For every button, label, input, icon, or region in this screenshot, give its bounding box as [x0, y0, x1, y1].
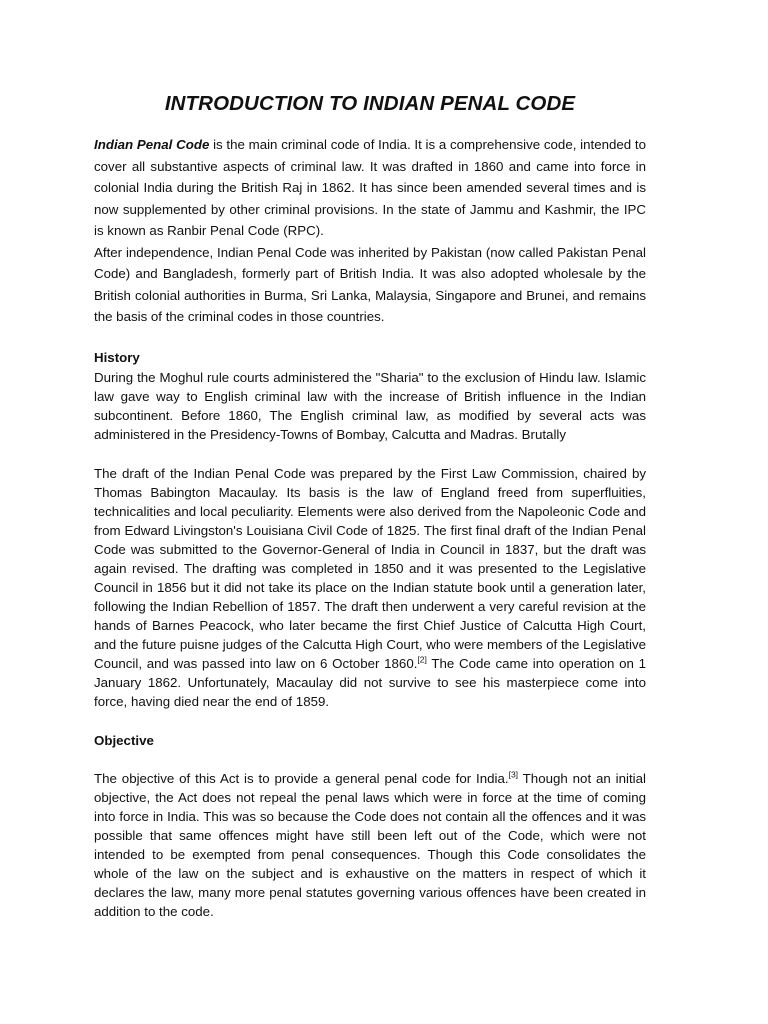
- history-section: [94, 348, 646, 444]
- objective-section: [94, 731, 646, 921]
- intro-paragraph-1-text: is the main criminal code of India. It is a comprehensive code, intended to cover all substantive aspects of criminal law. It was drafted in 1860 and came into force in colonial India during the British Raj in 1862. It has since been amended several times and is now supplemented by other criminal provisions. In the state of Jammu and Kashmir, the IPC is known as Ranbir Penal Code (RPC).: [94, 137, 646, 238]
- reference-3: [3]: [508, 769, 519, 780]
- reference-2: [2]: [417, 654, 427, 665]
- history-paragraph-2-text-a: The draft of the Indian Penal Code was prepared by the First Law Commission, chaired by Thomas Babington Macaulay. Its basis is the law of England freed from superfluities, technicalities and local peculiarity. Elements were also derived from the Napoleonic Code and from Edward Livingston's Louisiana Civil Code of 1825. The first final draft of the Indian Penal Code was submitted to the Governor-General of India in Council in 1837, but the draft was again revised. The drafting was completed in 1850 and it was presented to the Legislative Council in 1856 but it did not take its place on the Indian statute book until a generation later, following the Indian Rebellion of 1857. The draft then underwent a very careful revision at the hands of Barnes Peacock, who later became the first Chief Justice of Calcutta High Court, and the future puisne judges of the Calcutta High Court, who were members of the Legislative Council, and was passed into law on 6 October 1860.: [94, 465, 646, 671]
- objective-paragraph-text-a: The objective of this Act is to provide a general penal code for India.: [94, 770, 509, 786]
- intro-paragraph-1: [94, 134, 646, 242]
- history-paragraph-2: [94, 464, 646, 711]
- history-paragraph-1: During the Moghul rule courts administered the "Sharia" to the exclusion of Hindu law. Islamic law gave way to English criminal law with the increase of British influence in the Indian subcontinent. Before 1860, The English criminal law, as modified by several acts was administered in the Presidency-Towns of Bombay, Calcutta and Madras. Brutally: [94, 369, 646, 442]
- objective-heading: Objective: [94, 732, 154, 748]
- page-title: INTRODUCTION TO INDIAN PENAL CODE: [164, 92, 576, 115]
- history-heading: History: [94, 349, 140, 365]
- objective-paragraph-text-b: Though not an initial objective, the Act does not repeal the penal laws which were in force at the time of coming into force in India. This was so because the Code does not contain all the offences and it was possible that same offences might have still been left out of the Code, which were not intended to be exempted from penal consequences. Though this Code consolidates the whole of the law on the subject and is exhaustive on the matters in respect of which it declares the law, many more penal statutes governing various offences have been created in addition to the code.: [94, 770, 646, 919]
- objective-paragraph-1: [94, 769, 646, 921]
- intro-paragraph-2: After independence, Indian Penal Code was inherited by Pakistan (now called Pakistan Penal Code) and Bangladesh, formerly part of British India. It was also adopted wholesale by the British colonial authorities in Burma, Sri Lanka, Malaysia, Singapore and Brunei, and remains the basis of the criminal codes in those countries.: [94, 244, 646, 324]
- history-paragraph-2-text-b: The Code came into operation on 1 January 1862. Unfortunately, Macaulay did not survive to see his masterpiece come into force, having died near the end of 1859.: [94, 655, 646, 709]
- intro-lead-term: Indian Penal Code: [94, 137, 210, 152]
